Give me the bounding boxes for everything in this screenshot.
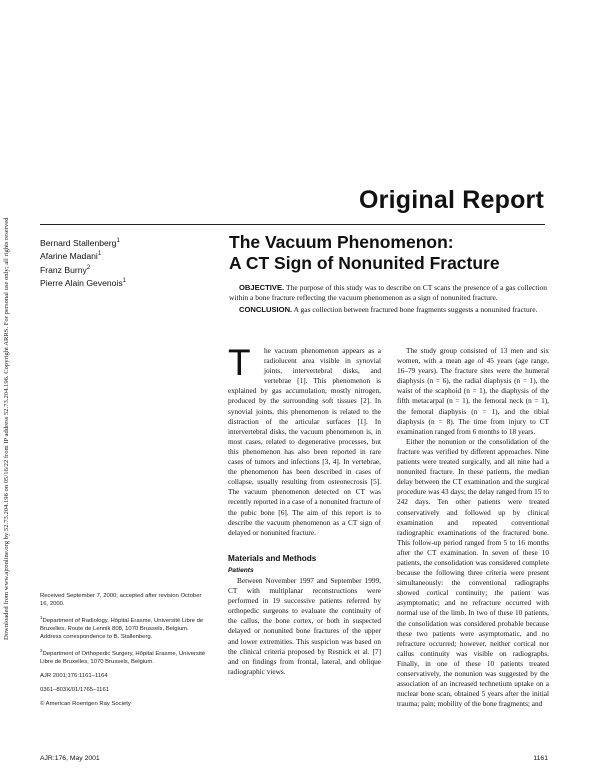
author: Pierre Alain Gevenois$^1$ <box>40 277 126 288</box>
citation: AJR 2001;176:1161–1164 <box>40 672 108 679</box>
report-type-title: Original Report <box>359 186 544 214</box>
header-rule <box>40 224 545 225</box>
right-column <box>397 346 549 709</box>
abstract-conclusion: CONCLUSION. A gas collection between fractured bone fragments suggests a nonunited fracture. <box>239 305 538 315</box>
title-line-1: The Vacuum Phenomenon: <box>229 232 454 252</box>
article-notes <box>40 592 210 714</box>
article-title <box>229 232 500 274</box>
download-notice <box>2 128 14 640</box>
received-note: Received September 7, 2000; accepted after revision October 16, 2000. <box>40 593 202 607</box>
methods-paragraph: Between November 1997 and September 1999, CT with multiplanar reconstructions were performed in 19 successive patients referred by orthopedic surgeons to evaluate the continuity of the callus, the bone cortex, or both in suspected delayed or nonunited bone fractures of the upper and lower extremities. This suspicion was based on the clinical criteria proposed by Resnick et al. [7] and on findings from frontal, lateral, and oblique radiographic views. <box>228 575 381 676</box>
intro-paragraph: T he vacuum phenomenon appears as a radiolucent area visible in synovial joints, intervertebral disks, and vertebrae [1]. This phenomenon is explained by gas accumulation, mostly nitrogen, produced by the surrounding soft tissues [2]. In synovial joints, this phenomenon is related to the distraction of the articular surfaces [1]. In intervertebral disks, the vacuum phenomenon is, in most cases, related to degenerative processes, but this phenomenon has also been reported in rare cases of tumors and infections [3, 4]. In vertebrae, the phenomenon has been described in cases of collapse, usually resulting from osteonecrosis [5]. The vacuum phenomenon detected on CT was recently reported in a case of a nonunited fracture of the pubic bone [6]. The aim of this report is to describe the vacuum phenomenon as a CT sign of delayed or nonunited fracture. <box>228 342 381 537</box>
drop-cap: T <box>228 342 251 383</box>
author: Afarine Madani$^1$ <box>40 251 102 262</box>
subsection-heading: Patients <box>228 566 254 574</box>
author: Franz Burny$^2$ <box>40 264 91 275</box>
author-list <box>40 236 126 289</box>
abstract <box>229 283 547 318</box>
abstract-objective: OBJECTIVE. The purpose of this study was to describe on CT scans the presence of a gas collection within a bone fracture reflecting the vacuum phenomenon as a sign of nonunited fracture. <box>229 283 547 303</box>
body-paragraph: The study group consisted of 13 men and six women, with a mean age of 45 years (age range, 16–79 years). The fracture sites were the humeral diaphysis (n = 6), the radial diaphysis (n = 1), the waist of the scaphoid (n = 1), the diaphysis of the fifth metacarpal (n = 1), the femoral neck (n = 1), the femoral diaphysis (n = 1), and the tibial diaphysis (n = 8). The time from injury to CT examination ranged from 6 months to 18 years. <box>397 346 549 436</box>
title-line-2: A CT Sign of Nonunited Fracture <box>229 253 500 273</box>
affiliation-2: $^2$Department of Orthopedic Surgery, Hôpital Erasme, Université Libre de Bruxelles, 1070 Brussels, Belgium. <box>40 647 206 665</box>
footer-page-number: 1161 <box>533 755 548 762</box>
body-paragraph: Either the nonunion or the consolidation of the fracture was verified by different approaches. Nine patients were treated surgically, and all nine had a nonunited fracture. In these patients, the median delay between the CT examination and the surgical procedure was 43 days; the delay ranged from 15 to 242 days. Ten other patients were treated conservatively and followed up by clinical examination and repeated conventional radiographic examinations of the fractured bone. This follow-up period ranged from 5 to 16 months after the CT examination. In seven of these 10 patients, the consolidation was considered complete because the following three criteria were present simultaneously: the conventional radiographs showed cortical continuity; the patient was asymptomatic; and no refracture occurred with normal use of the limb. In two of these 10 patients, the consolidation was considered probable because these two patients were asymptomatic, and no refracture occurred; however, neither cortical nor callus continuity was visible on radiographs. Finally, in one of these 10 patients treated conservatively, the nonunion was suggested by the association of an increased technetium uptake on a nuclear bone scan, obtained 5 years after the initial trauma; pain; mobility of the bone fragments; and <box>397 436 549 709</box>
left-column <box>228 342 381 677</box>
download-notice-text: Downloaded from www.ajronline.org by 52.73.204.196 on 05/16/22 from IP address 52.73.204.196. Copyright ARRS. For personal use only; all rights reserved <box>3 217 10 640</box>
section-heading: Materials and Methods <box>228 553 317 563</box>
copyright: © American Roentgen Ray Society <box>40 700 131 707</box>
affiliation-1: $^1$Department of Radiology, Hôpital Erasme, Université Libre de Bruxelles, Route de Lennik 808, 1070 Brussels, Belgium. Address correspondence to B. Stallenberg. <box>40 615 204 640</box>
issn: 0361–803X/01/1765–1161 <box>40 686 110 693</box>
footer-journal: AJR:176, May 2001 <box>40 755 100 762</box>
author: Bernard Stallenberg$^1$ <box>40 237 120 248</box>
